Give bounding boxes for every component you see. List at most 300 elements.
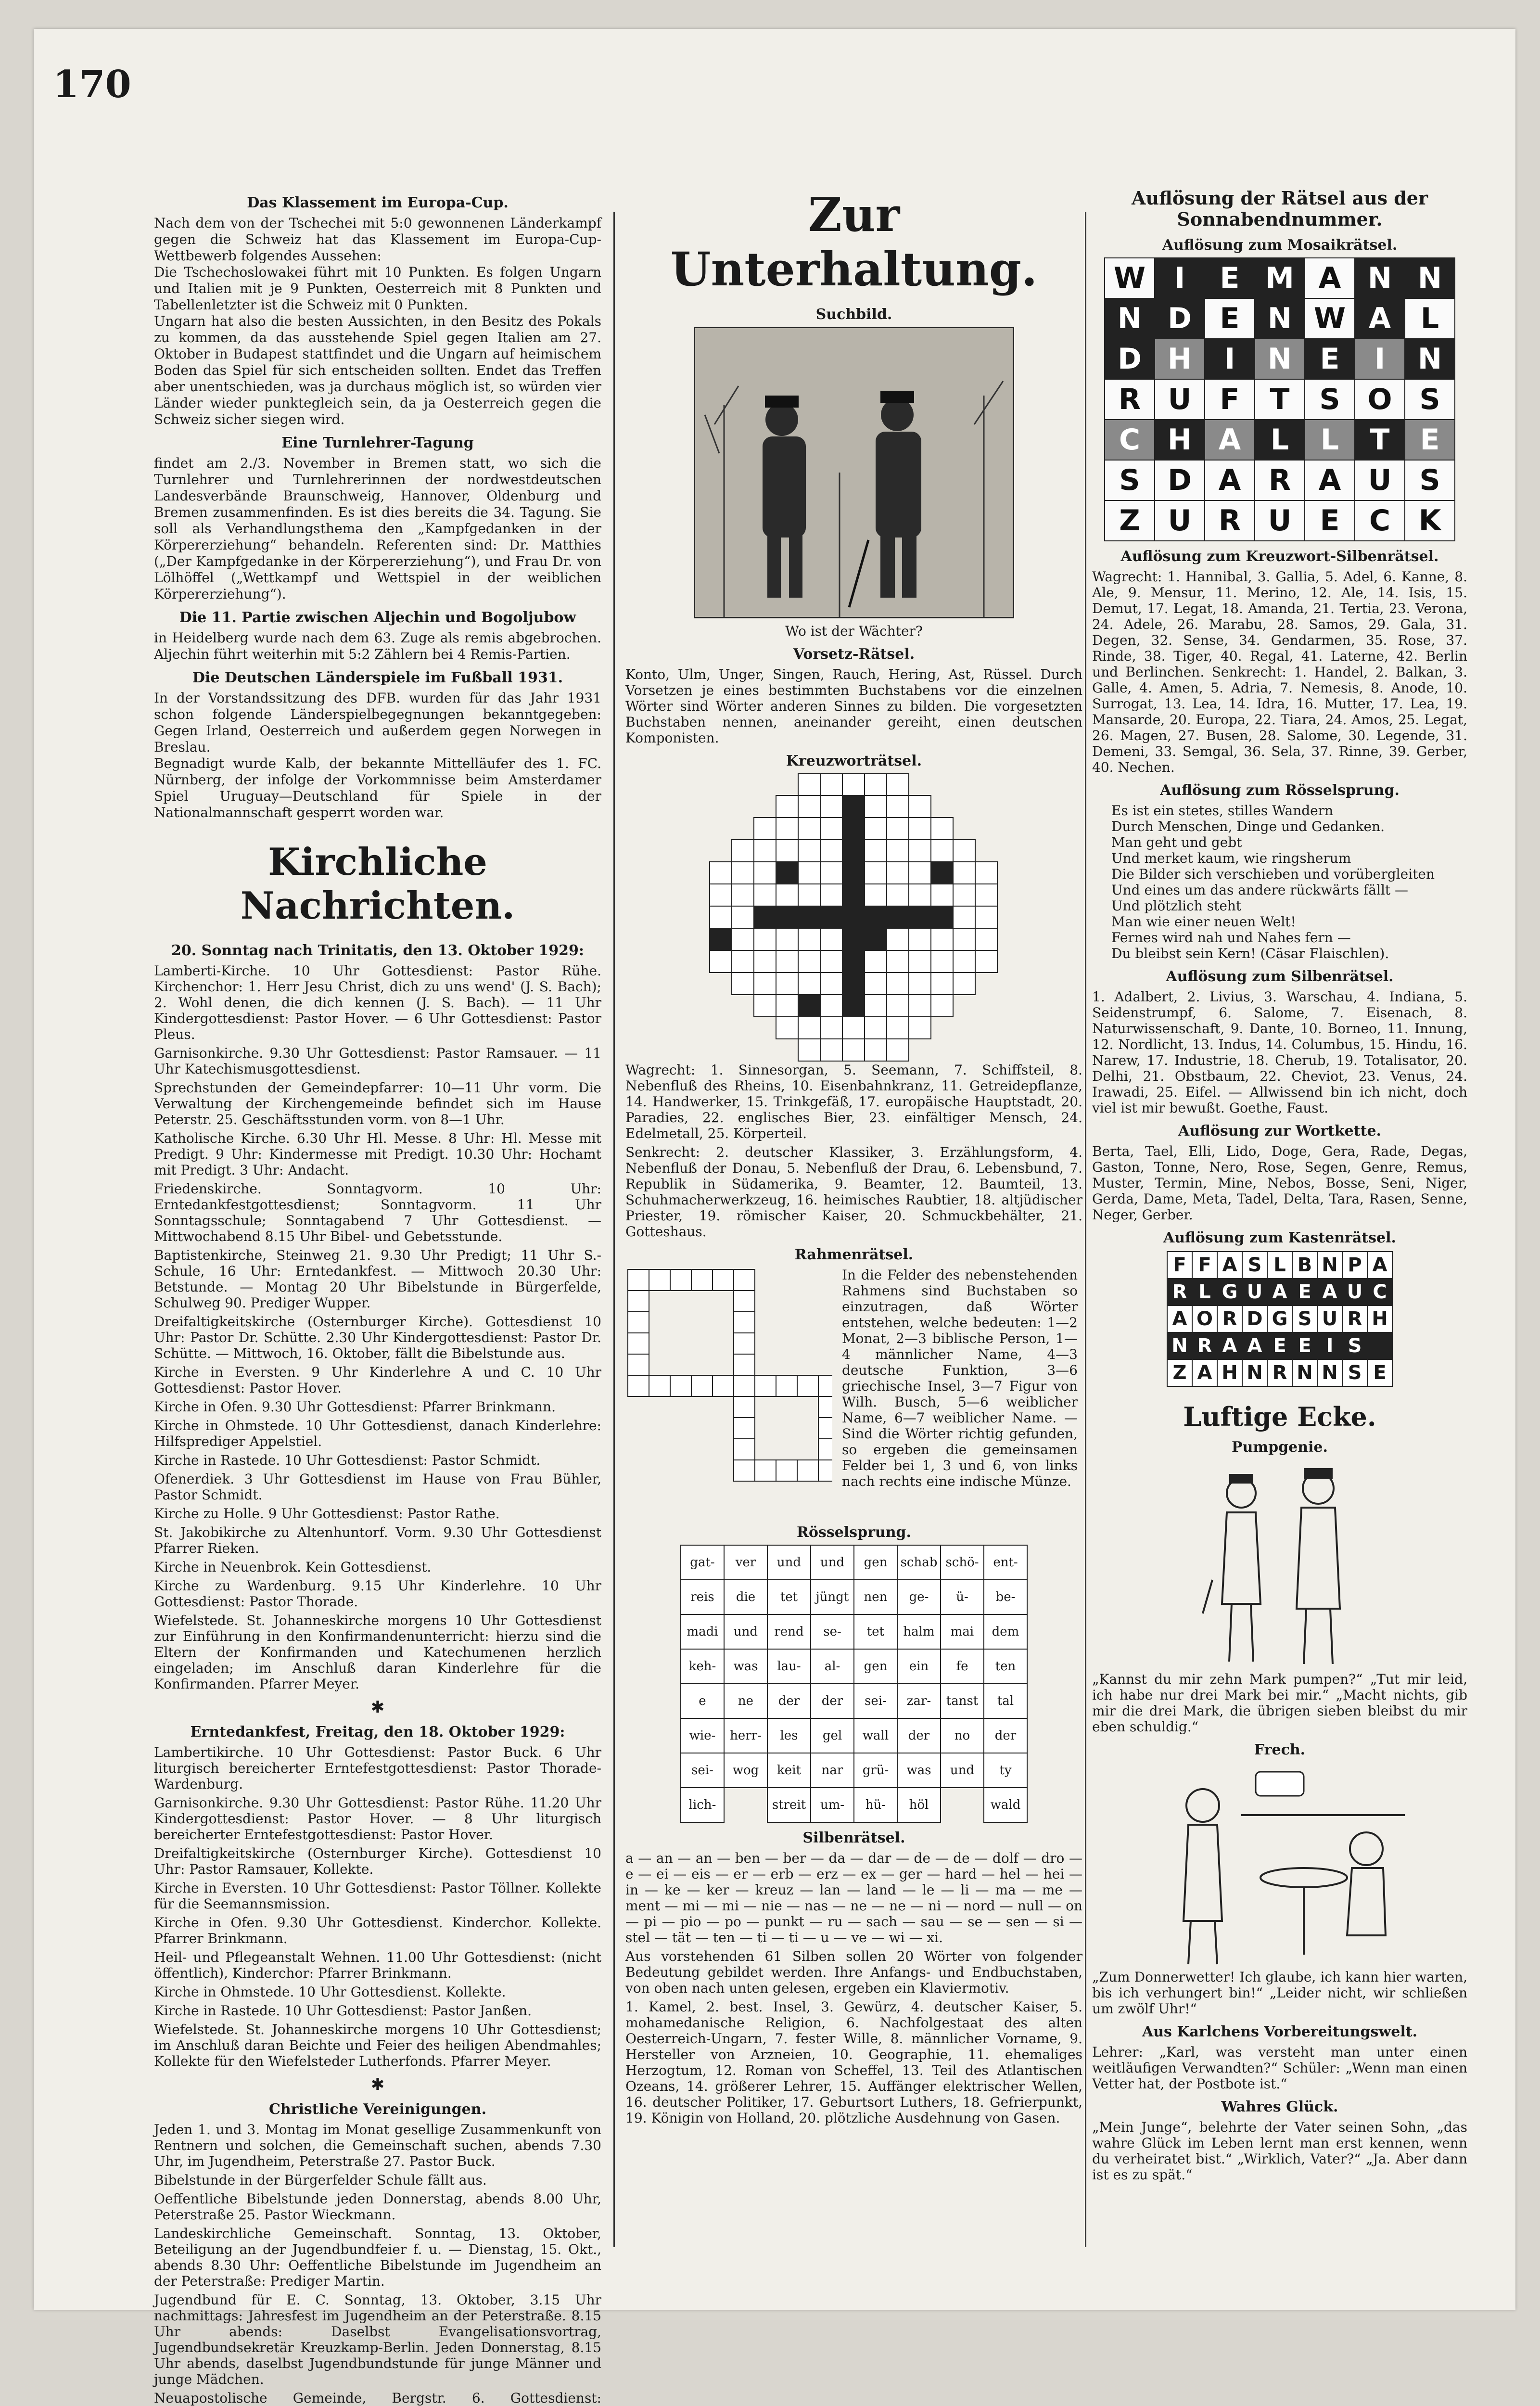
rsp-row [681,1649,1027,1684]
kreuzwort-cell [953,862,975,884]
poem-line: Und merket kaum, wie ringsherum [1111,850,1351,866]
mosaik-cell: I [1155,258,1205,298]
rsp-cell: wall [854,1718,897,1753]
kreuzwort-cell [842,884,865,906]
kreuzwort-cell [909,973,931,995]
kasten-cell: U [1242,1279,1267,1305]
europa-cup-heading: Das Klassement im Europa-Cup. [247,194,509,211]
kasten-cell: G [1217,1279,1242,1305]
kreuzwort-cell [820,1017,842,1039]
kasten-cell: A [1242,1332,1267,1359]
kasten-grid [1167,1251,1393,1387]
rahmen-cell [670,1269,691,1291]
kasten-cell: L [1192,1279,1217,1305]
rsp-cell: ver [724,1545,767,1580]
fussball-para: In der Vorstandssitzung des DFB. wurden für das Jahr 1931 schon folgende Länderspielbegegnungen bekanntgegeben: Gegen Irland, Oesterreich und außerdem gegen Norwegen in Breslau. [154,690,601,755]
karl-title: Aus Karlchens Vorbereitungswelt. [1142,2023,1418,2040]
rsp-cell: ent- [984,1545,1027,1580]
rahmen-block [625,1267,1082,1517]
rsp-cell: gen [854,1649,897,1684]
poem-line: Man wie einer neuen Welt! [1111,914,1296,930]
rsp-cell: der [897,1718,941,1753]
kreuzwort-grid-drawing [690,773,1018,1062]
mosaik-cell: F [1205,379,1255,420]
mosaik-row [1105,298,1455,339]
kasten-cell: F [1192,1252,1217,1279]
rahmen-cell [776,1375,797,1396]
rsp-cell: ty [984,1753,1027,1788]
rsp-cell: al- [811,1649,854,1684]
mosaik-cell: C [1105,420,1155,460]
mosaik-cell: A [1305,258,1355,298]
service-entry: Garnisonkirche. 9.30 Uhr Gottesdienst: Pastor Rühe. 11.20 Uhr Kindergottesdienst: Pastor Hover. — 8 Uhr liturgisch bereicherter Erntefestgottesdienst: Pastor Hover. [154,1795,601,1843]
rahmen-cell [734,1460,755,1481]
kasten-cell: A [1317,1279,1342,1305]
rsp-row [681,1753,1027,1788]
rsp-cell: grü- [854,1753,897,1788]
turnlehrer-heading: Eine Turnlehrer-Tagung [281,435,474,451]
rahmen-cell [628,1333,649,1354]
mosaik-cell: Z [1105,500,1155,541]
rahmen-cell [713,1375,734,1396]
service-entry: St. Jakobikirche zu Altenhuntorf. Vorm. 9.30 Uhr Gottesdienst Pfarrer Rieken. [154,1524,601,1556]
kreuzwort-cell [732,928,754,950]
mosaik-cell: U [1255,500,1305,541]
mosaik-cell: D [1155,298,1205,339]
kreuzwort-cell [909,928,931,950]
rsp-cell: fe [941,1649,984,1684]
frech-text: „Zum Donnerwetter! Ich glaube, ich kann hier warten, bis ich verhungert bin!“ „Leider nicht, wir schließen um zwölf Uhr!“ [1092,1969,1467,2017]
silben-syllables: a — an — an — ben — ber — da — dar — de — de — dolf — dro — e — ei — eis — er — erb — erz — ex — ger — hard — hel — hei — in — ke — ker — kreuz — lan — land — le — li — ma — me — ment — mi — mi — nie — nas — ne — ne — ni — nord — null — on — pi — pio — po — punkt — ru — sach — sau — se — sen — si — stel — tät — ten — ti — ti — u — ve — wi — xi. [625,1850,1082,1945]
kreuzwort-cell [820,1039,842,1061]
kreuzwort-cell [865,862,887,884]
rahmen-grid-drawing [625,1267,832,1512]
rsp-cell: madi [681,1614,724,1649]
turnlehrer-para: findet am 2./3. November in Bremen statt, wo sich die Turnlehrer und Turnlehrerinnen der nordwestdeutschen Landesverbände Braunschweig, Hannover, Oldenburg und Bremen zusammenfinden. Es ist dies bereits die 34. Tagung. Sie soll als Verhandlungsthema den „Kampfgedanken in der Körpererziehung“ behandeln. Referenten sind: Dr. Matthies („Der Kampfgedanke in der Körpererziehung“), und Frau Dr. von Lölhöffel („Wettkampf und Wettspiel in der weiblichen Körpererziehung“). [154,455,601,602]
rahmen-cell [776,1460,797,1481]
rahmen-cell [734,1418,755,1439]
vereinigung-entry: Bibelstunde in der Bürgerfelder Schule fällt aus. [154,2172,487,2188]
rahmen-cell [649,1269,670,1291]
suchbild-illustration [694,327,1014,618]
aufloesung-title: Auflösung der Rätsel aus der Sonnabendnummer. [1131,187,1428,230]
rahmen-cell [818,1375,832,1396]
kreuzwort-cell [887,950,909,973]
service-entry: Baptistenkirche, Steinweg 21. 9.30 Uhr Predigt; 11 Uhr S.-Schule, 16 Uhr: Erntedankfest. — Mittwoch 20.30 Uhr: Betstunde. — Montag 20 Uhr Bibelstunde in Bürgerfelde, Schulweg 90. Prediger Wupper. [154,1247,601,1311]
kreuzwort-cell [754,884,776,906]
kreuzwort-cell [754,862,776,884]
rsp-row [681,1614,1027,1649]
rsp-cell: tal [984,1684,1027,1718]
kreuzwort-cell [975,884,997,906]
kreuzwort-cell [842,906,865,928]
rahmen-cell [818,1396,832,1418]
kreuzwort-cell [710,862,732,884]
service-entry: Sprechstunden der Gemeindepfarrer: 10—11 Uhr vorm. Die Verwaltung der Kirchengemeinde befindet sich im Hause Peterstr. 25. Geschäftsstunden vorm. von 8—1 Uhr. [154,1080,601,1127]
service-entry: Lambertikirche. 10 Uhr Gottesdienst: Pastor Buck. 6 Uhr liturgisch bereicherter Erntefestgottesdienst: Pastor Thorade-Wardenburg. [154,1744,601,1792]
mosaik-cell: T [1255,379,1305,420]
kasten-cell: A [1217,1252,1242,1279]
rahmen-cell [818,1439,832,1460]
kreuzwort-cell [732,950,754,973]
kreuzwort-cell [931,973,953,995]
kreuzwort-cell [931,840,953,862]
poem-line: Man geht und gebt [1111,834,1242,850]
kasten-cell: E [1292,1279,1317,1305]
erntedank-services-list [154,1744,601,2069]
glueck-text: „Mein Junge“, belehrte der Vater seinen Sohn, „das wahre Glück im Leben lernt man erst kennen, wenn du verheiratet bist.“ „Wirklich, Vater?“ „Ja. Aber dann ist es zu spät.“ [1092,2119,1467,2183]
rsp-cell: rend [767,1614,811,1649]
rahmen-cell [818,1418,832,1439]
kreuzwort-cell [798,906,820,928]
kreuzwort-cell [776,928,798,950]
rahmen-cell [734,1291,755,1312]
rahmen-cell [734,1396,755,1418]
kreuzwort-cell [931,862,953,884]
rsp-cell: was [724,1649,767,1684]
rsp-row [681,1788,1027,1822]
kreuzwort-cell [754,950,776,973]
fussball-heading: Die Deutschen Länderspiele im Fußball 1931. [192,669,563,686]
kreuzwort-cell [931,995,953,1017]
kasten-cell: A [1192,1359,1217,1386]
wortkette-title: Auflösung zur Wortkette. [1178,1123,1381,1139]
rahmen-cell [691,1269,713,1291]
kreuzwort-cell [887,973,909,995]
silben-instructions: Aus vorstehenden 61 Silben sollen 20 Wörter von folgender Bedeutung gebildet werden. Ihre Anfangs- und Endbuchstaben, von oben nach unten gelesen, ergeben ein Klaviermotiv. [625,1948,1082,1996]
rsp-cell: der [767,1684,811,1718]
mosaik-cell: C [1355,500,1405,541]
rahmen-cell [628,1291,649,1312]
kreuzwort-cell [953,884,975,906]
service-entry: Wiefelstede. St. Johanneskirche morgens 10 Uhr Gottesdienst zur Einführung in den Konfirmandenunterricht: hierzu sind die Eltern der Konfirmanden und Katechumenen herzlich eingeladen; im Anschluß daran Kinderlehre für die Konfirmanden. Pfarrer Meyer. [154,1613,601,1692]
mosaik-cell: E [1205,298,1255,339]
rsp-cell: be- [984,1580,1027,1614]
rahmen-cell [797,1460,818,1481]
kreuzwort-cell [754,818,776,840]
kreuzwort-cell [776,950,798,973]
rahmen-cell [755,1375,776,1396]
kreuzwort-cell [975,862,997,884]
rsp-cell: und [811,1545,854,1580]
mosaik-cell: A [1205,460,1255,500]
poem-line: Fernes wird nah und Nahes fern — [1111,930,1351,946]
kreuzwort-cell [865,884,887,906]
service-entry: Kirche in Ofen. 9.30 Uhr Gottesdienst. Kinderchor. Kollekte. Pfarrer Brinkmann. [154,1915,601,1946]
kreuzwort-cell [776,840,798,862]
rsp-cell: jüngt [811,1580,854,1614]
rsp-cell: und [767,1545,811,1580]
kreuzwort-cell [842,795,865,818]
kasten-cell: A [1167,1305,1192,1332]
vereinigungen-heading: Christliche Vereinigungen. [268,2101,487,2118]
kreuzwort-cell [820,840,842,862]
mosaik-cell: N [1355,258,1405,298]
rsp-cell: sei- [681,1753,724,1788]
kreuzwort-cell [909,906,931,928]
newspaper-page [34,29,1515,2406]
mosaik-cell: N [1405,258,1455,298]
kreuzwort-cell [909,950,931,973]
mosaik-cell: K [1405,500,1455,541]
rsp-cell: ein [897,1649,941,1684]
kasten-cell: U [1317,1305,1342,1332]
separator-star: ✱ [370,1698,385,1717]
kasten-cell: A [1217,1332,1242,1359]
mosaik-cell: N [1105,298,1155,339]
mosaik-cell: N [1405,339,1455,379]
kreuzwort-cell [953,973,975,995]
rsp-cell: nar [811,1753,854,1788]
service-entry: Kirche in Neuenbrok. Kein Gottesdienst. [154,1559,432,1575]
kreuzwort-cell [820,950,842,973]
kasten-cell: N [1242,1359,1267,1386]
rsp-cell: mai [941,1614,984,1649]
rahmen-cell [713,1269,734,1291]
rahmen-cell [734,1375,755,1396]
poem-line: Die Bilder sich verschieben und vorübergleiten [1111,866,1435,882]
poem-line: Und plötzlich steht [1111,898,1242,914]
mosaik-cell: A [1305,460,1355,500]
kreuzwort-cell [754,928,776,950]
kreuzwort-cell [820,818,842,840]
restaurant-cartoon [1145,1762,1414,1969]
rahmen-cell [755,1460,776,1481]
rsp-cell: les [767,1718,811,1753]
kasten-cell [1367,1332,1392,1359]
silben-solution-text: 1. Adalbert, 2. Livius, 3. Warschau, 4. Indiana, 5. Seidenstrumpf, 6. Salome, 7. Eisenach, 8. Naturwissenschaft, 9. Dante, 10. Borneo, 11. Innung, 12. Nordlicht, 13. Indus, 14. Columbus, 15. Hindu, 16. Narew, 17. Industrie, 18. Cherub, 19. Totalisator, 20. Delhi, 21. Obstbaum, 22. Cheviot, 23. Venus, 24. Irawadi, 25. Eifel. — Allwissend bin ich nicht, doch viel ist mir bewußt. Goethe, Faust. [1092,989,1467,1116]
kreuzwort-cell [887,795,909,818]
rahmen-cell [628,1354,649,1375]
glueck-title: Wahres Glück. [1221,2099,1338,2115]
kasten-cell: S [1342,1359,1367,1386]
page-number: 170 [53,63,131,106]
rahmen-cell [734,1333,755,1354]
mosaik-row [1105,500,1455,541]
mosaik-row [1105,420,1455,460]
kreuzwort-cell [842,773,865,795]
rahmen-cell [649,1375,670,1396]
kreuzsilben-text: Wagrecht: 1. Hannibal, 3. Gallia, 5. Adel, 6. Kanne, 8. Ale, 9. Mensur, 11. Merino, 12. Ale, 14. Isis, 15. Demut, 17. Legat, 18. Amanda, 21. Tertia, 23. Verona, 24. Adele, 26. Marabu, 28. Samos, 29. Gala, 31. Degen, 32. Sense, 34. Gendarmen, 35. Rose, 37. Rinde, 38. Tiger, 40. Regal, 41. Laterne, 42. Berlin und Berlinchen. Senkrecht: 1. Handel, 2. Balkan, 3. Galle, 4. Amen, 5. Adria, 7. Nemesis, 8. Anode, 10. Surrogat, 13. Lea, 14. Idra, 16. Mutter, 17. Lea, 19. Mansarde, 20. Europa, 22. Tiara, 24. Amos, 25. Legat, 26. Magen, 27. Busen, 28. Salome, 30. Legende, 31. Demeni, 33. Semgal, 36. Sela, 37. Rinne, 39. Gerber, 40. Nechen. [1092,569,1467,775]
service-entry: Kirche in Ohmstede. 10 Uhr Gottesdienst, danach Kinderlehre: Hilfsprediger Appelstiel. [154,1418,601,1449]
rsp-cell: reis [681,1580,724,1614]
vereinigung-entry: Jugendbund für E. C. Sonntag, 13. Oktober, 3.15 Uhr nachmittags: Jahresfest im Jugendheim an der Peterstraße. 8.15 Uhr abends: Daselbst Evangelisationsvortrag, Jugendbundsekretär Kreuzkamp-Berlin. Jeden Donnerstag, 8.15 Uhr abends, daselbst Jugendbundstunde für junge Männer und junge Mädchen. [154,2292,601,2387]
rsp-cell: wie- [681,1718,724,1753]
kreuzwort-cell [732,906,754,928]
kreuzwort-cell [865,950,887,973]
kreuzwort-cell [909,884,931,906]
mosaik-cell: I [1205,339,1255,379]
kasten-row [1167,1332,1392,1359]
kreuzwort-cell [776,795,798,818]
kasten-cell: E [1292,1332,1317,1359]
kreuzwort-cell [798,795,820,818]
kreuzwort-cell [887,840,909,862]
column-rule-right [1085,212,1086,2247]
kasten-cell: Z [1167,1359,1192,1386]
kreuzwort-cell [732,840,754,862]
kreuz-title: Kreuzworträtsel. [786,753,922,769]
kreuz-senkrecht: Senkrecht: 2. deutscher Klassiker, 3. Erzählungsform, 4. Nebenfluß der Donau, 5. Nebenfluß der Drau, 6. Lebensbund, 7. Republik in Südamerika, 9. Beamter, 12. Baumteil, 13. Schuhmacherwerkzeug, 16. heimisches Raubtier, 18. altjüdischer Priester, 19. römischer Kaiser, 20. Schmuckbehälter, 21. Gotteshaus. [625,1144,1082,1240]
separator-star: ✱ [370,2075,385,2094]
kasten-cell: N [1317,1359,1342,1386]
kreuzwort-cell [820,928,842,950]
rsp-cell: und [941,1753,984,1788]
rsp-cell: gen [854,1545,897,1580]
kasten-cell: P [1342,1252,1367,1279]
lustige-title: Luftige Ecke. [1183,1401,1376,1432]
rsp-cell: höl [897,1788,941,1822]
mosaik-title: Auflösung zum Mosaikrätsel. [1162,237,1398,254]
rahmen-title: Rahmenrätsel. [794,1246,914,1263]
kreuzwort-cell [798,995,820,1017]
kreuzwort-cell [931,950,953,973]
rsp-cell: um- [811,1788,854,1822]
rsp-cell: e [681,1684,724,1718]
kreuzwort-cell [776,995,798,1017]
kreuzwort-cell [754,995,776,1017]
rsp-cell: tet [767,1580,811,1614]
kasten-cell: E [1267,1332,1292,1359]
poem-line: Und eines um das andere rückwärts fällt — [1111,882,1409,898]
rahmen-cell [797,1375,818,1396]
mosaik-cell: E [1205,258,1255,298]
kasten-row [1167,1359,1392,1386]
kreuzwort-cell [710,950,732,973]
sunday-services-list [154,963,601,1692]
kreuzwort-cell [865,840,887,862]
kreuzwort-cell [798,818,820,840]
europa-cup-para3: Ungarn hat also die besten Aussichten, in den Besitz des Pokals zu kommen, da das ausstehende Spiel gegen Italien am 27. Oktober in Budapest stattfindet und die Ungarn auf heimischem Boden das Spiel für sich entscheiden sollten. Endet das Treffen aber unentschieden, was ja durchaus möglich ist, so würden vier Länder wieder punktegleich sein, da ja Oesterreich gegen die Schweiz sicher siegen wird. [154,313,601,427]
mosaik-cell: S [1405,379,1455,420]
rsp-cell: und [724,1614,767,1649]
silben-solution-title: Auflösung zum Silbenrätsel. [1166,968,1394,985]
kreuzwort-cell [798,950,820,973]
kreuzwort-cell [776,884,798,906]
kreuzwort-cell [931,928,953,950]
rsp-cell: streit [767,1788,811,1822]
kreuzwort-cell [710,928,732,950]
frech-cartoon [1145,1762,1414,1969]
mosaik-cell: I [1355,339,1405,379]
rsp-cell: ten [984,1649,1027,1684]
service-entry: Lamberti-Kirche. 10 Uhr Gottesdienst: Pastor Rühe. Kirchenchor: 1. Herr Jesu Christ, dich zu uns wend' (J. S. Bach); 2. Wohl denen, die dich kennen (J. S. Bach). — 11 Uhr Kindergottesdienst: Pastor Hover. — 6 Uhr Gottesdienst: Pastor Pleus. [154,963,601,1042]
mosaik-cell: S [1105,460,1155,500]
mosaik-cell: W [1305,298,1355,339]
poem-line: Durch Menschen, Dinge und Gedanken. [1111,819,1385,834]
two-men-street-drawing [695,328,1013,617]
mosaik-row [1105,258,1455,298]
rsp-cell: herr- [724,1718,767,1753]
kasten-cell: R [1192,1332,1217,1359]
kreuzwort-cell [820,884,842,906]
kirchliche-title: Kirchliche Nachrichten. [240,840,515,928]
mosaik-cell: H [1155,420,1205,460]
kasten-cell: S [1342,1332,1367,1359]
kasten-cell: G [1267,1305,1292,1332]
kreuzwort-cell [975,928,997,950]
mosaik-cell: S [1405,460,1455,500]
silben-definitions: 1. Kamel, 2. best. Insel, 3. Gewürz, 4. deutscher Kaiser, 5. mohamedanische Religion, 6. Nachfolgestaat des alten Oesterreich-Ungarn, 7. fester Wille, 8. männlicher Vorname, 9. Hersteller von Arzneien, 10. Geographie, 11. ehemaliges Herzogtum, 12. Roman von Scheffel, 13. Teil des Atlantischen Ozeans, 14. größerer Lehrer, 15. Auffänger elektrischer Wellen, 16. deutscher Politiker, 17. Geburtsort Luthers, 18. Gefrierpunkt, 19. Königin von Holland, 20. plötzliche Ausdehnung von Gasen. [625,1999,1082,2126]
mosaik-cell: S [1305,379,1355,420]
kasten-cell: R [1217,1305,1242,1332]
roessel-poem [1092,803,1467,961]
kreuzwort-grid [690,773,1018,1062]
kasten-title: Auflösung zum Kastenrätsel. [1163,1229,1396,1246]
kasten-cell: L [1267,1252,1292,1279]
kreuzwort-cell [865,928,887,950]
kasten-cell: R [1167,1279,1192,1305]
service-entry: Ofenerdiek. 3 Uhr Gottesdienst im Hause von Frau Bühler, Pastor Schmidt. [154,1471,601,1503]
kreuzwort-cell [842,840,865,862]
roesselsprung-table [680,1545,1028,1823]
service-entry: Dreifaltigkeitskirche (Osternburger Kirche). Gottesdienst 10 Uhr: Pastor Dr. Schütte. 2.30 Uhr Kindergottesdienst: Pastor Dr. Schütte. — Mittwoch, 16. Oktober, fällt die Bibelstunde aus. [154,1314,601,1361]
rsp-cell [724,1788,767,1822]
kreuzwort-cell [887,995,909,1017]
rsp-cell: lich- [681,1788,724,1822]
mosaik-cell: N [1255,339,1305,379]
rsp-cell: gat- [681,1545,724,1580]
rsp-cell: no [941,1718,984,1753]
suchbild-title: Suchbild. [815,306,892,323]
rahmen-text: In die Felder des nebenstehenden Rahmens sind Buchstaben so einzutragen, daß Wörter entstehen, welche bedeuten: 1—2 Monat, 2—3 biblische Person, 1—4 männlicher Name, 4—3 deutsche Funktion, 3—6 griechische Insel, 3—7 Figur von Wilh. Busch, 5—6 weiblicher Name, 6—7 weiblicher Name. — Sind die Wörter richtig gefunden, so ergeben die gemeinsamen Felder bei 1, 3 und 6, von links nach rechts eine indische Münze. [842,1267,1078,1489]
rsp-cell: keit [767,1753,811,1788]
kreuzwort-cell [865,1039,887,1061]
kreuzwort-cell [710,906,732,928]
silben-title: Silbenrätsel. [802,1830,905,1846]
kreuzwort-cell [887,1017,909,1039]
kreuzwort-cell [975,906,997,928]
service-entry: Kirche zu Wardenburg. 9.15 Uhr Kinderlehre. 10 Uhr Gottesdienst: Pastor Thorade. [154,1578,601,1610]
rahmen-cell [628,1312,649,1333]
mosaik-cell: N [1255,298,1305,339]
kasten-cell: R [1267,1359,1292,1386]
rahmen-cell [734,1312,755,1333]
mosaik-cell: L [1405,298,1455,339]
kasten-cell: A [1267,1279,1292,1305]
kasten-row [1167,1305,1392,1332]
kreuzwort-cell [798,1017,820,1039]
service-entry: Kirche zu Holle. 9 Uhr Gottesdienst: Pastor Rathe. [154,1506,500,1522]
kreuzwort-cell [865,818,887,840]
vereinigung-entry: Oeffentliche Bibelstunde jeden Donnerstag, abends 8.00 Uhr, Peterstraße 25. Pastor Wieckmann. [154,2191,601,2223]
suchbild-caption: Wo ist der Wächter? [785,623,923,639]
kreuzwort-cell [798,884,820,906]
kreuzwort-cell [909,1017,931,1039]
rahmen-cell [628,1269,649,1291]
kasten-cell: C [1367,1279,1392,1305]
rahmen-cell [734,1439,755,1460]
kreuzwort-cell [865,1017,887,1039]
middle-column [625,188,1082,2129]
kreuzwort-cell [842,950,865,973]
vorsetz-text: Konto, Ulm, Unger, Singen, Rauch, Hering, Ast, Rüssel. Durch Vorsetzen je eines bestimmten Buchstabens vor die einzelnen Wörter sind Wörter anderen Sinnes zu bilden. Die vorgesetzten Buchstaben nennen, aneinander gereiht, einen deutschen Komponisten. [625,666,1082,746]
rsp-title: Rösselsprung. [797,1524,911,1541]
kasten-cell: H [1217,1359,1242,1386]
rsp-cell: lau- [767,1649,811,1684]
rsp-cell: ne [724,1684,767,1718]
rsp-cell: der [984,1718,1027,1753]
rsp-row [681,1545,1027,1580]
kreuzwort-cell [776,973,798,995]
service-entry: Kirche in Ofen. 9.30 Uhr Gottesdienst: Pfarrer Brinkmann. [154,1399,556,1415]
mosaik-cell: U [1355,460,1405,500]
kreuzwort-cell [953,950,975,973]
mosaik-cell: M [1255,258,1305,298]
kreuzwort-cell [842,1017,865,1039]
service-entry: Garnisonkirche. 9.30 Uhr Gottesdienst: Pastor Ramsauer. — 11 Uhr Katechismusgottesdienst. [154,1045,601,1077]
kreuzwort-cell [732,973,754,995]
